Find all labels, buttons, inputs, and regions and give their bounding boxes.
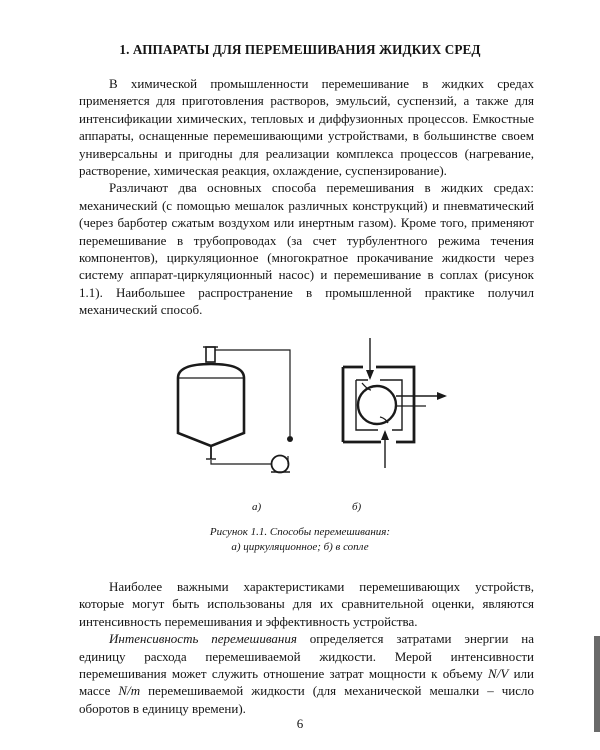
figure-caption xyxy=(120,525,480,554)
intro-text xyxy=(79,75,534,319)
italic-term: Интенсивность перемешивания xyxy=(109,631,297,647)
paragraph: Различают два основных способа перемешивания в жидких средах: механический (с помощью мешалок различных конструкций) и пневматический (через барботер сжатым воздухом или инертным газом). Кроме того, применяют перемешивание в трубопроводах (за счет турбулентного режима течения компонентов), циркуляционное (многократное прокачивание жидкости через систему аппарат-циркуляционный насос) и перемешивание в соплах (рисунок 1.1). Наибольшее распространение в промышленной практике получил механический способ. xyxy=(79,180,534,318)
mixing-chamber xyxy=(358,386,396,424)
page-number: 6 xyxy=(296,716,304,731)
nozzle-scheme xyxy=(343,338,447,468)
pump xyxy=(272,456,289,473)
characteristics-text xyxy=(79,578,534,717)
outlet-pipe xyxy=(211,460,272,464)
section-title: 1. АППАРАТЫ ДЛЯ ПЕРЕМЕШИВАНИЯ ЖИДКИХ СРЕД xyxy=(119,42,481,57)
text-run: или массе xyxy=(79,666,534,699)
text-run: определяется затратами энергии на единицу расхода перемешиваемой жидкости. Мерой интенсивности перемешивания может служить отношение затрат мощности к объему xyxy=(79,631,534,682)
circulation-scheme xyxy=(178,347,293,473)
vessel-body xyxy=(178,364,244,446)
paragraph: Наиболее важными характеристиками перемешивающих устройств, которые могут быть использованы для их сравнительной оценки, являются интенсивность перемешивания и эффективность устройства. xyxy=(79,579,534,629)
figure-1-1 xyxy=(0,320,600,570)
ratio-formula: N/V xyxy=(488,666,509,682)
paragraph xyxy=(79,630,534,717)
mixing-methods-diagram xyxy=(0,320,600,520)
ratio-formula: N/m xyxy=(118,683,141,699)
inlet-pipe xyxy=(215,350,290,436)
text-run: перемешиваемой жидкости (для механической мешалки – число оборотов в единицу времени). xyxy=(79,683,534,716)
scan-edge-shadow xyxy=(594,636,600,732)
figure-sublabel-a: а) xyxy=(252,501,262,513)
caption-line: а) циркуляционное; б) в сопле xyxy=(231,540,369,553)
figure-sublabel-b: б) xyxy=(352,501,362,513)
vessel-top-nozzle xyxy=(206,347,215,362)
valve-mark xyxy=(287,436,293,442)
paragraph: В химической промышленности перемешивание в жидких средах применяется для приготовления растворов, эмульсий, суспензий, а также для интенсификации химических, тепловых и диффузионных процессов. Емкостные аппараты, оснащенные перемешивающими устройствами, в большинстве своем универсальны и пригодны для реализации комплекса процессов (нагревание, растворение, химическая реакция, охлаждение, суспензирование). xyxy=(79,76,534,179)
caption-line: Рисунок 1.1. Способы перемешивания: xyxy=(209,526,391,538)
